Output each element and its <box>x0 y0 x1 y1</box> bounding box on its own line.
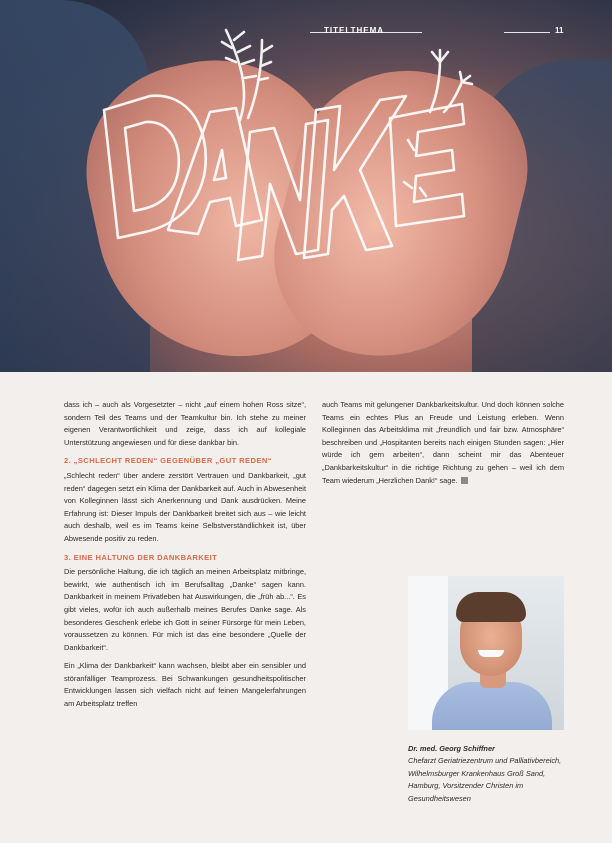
paragraph-text: auch Teams mit gelungener Dankbarkeitskultur. Und doch können solche Teams ein echtes Plus an Freude und Leistung erleben. Wenn Kolleginnen das Arbeitsklima mit „freundlich und fair bzw. Atmosphäre“ beschreiben und „Hospitanten bereits nach einigen Stunden sagen: „Hier würde ich gern arbeiten“, dann scheint mir das Abenteuer „Dankbarkeitskultur“ in die richtige Richtung zu gehen – weil ich dem Team wiederum „Herzlichen Dank!“ sage. <box>322 400 564 485</box>
paragraph: „Schlecht reden“ über andere zerstört Vertrauen und Dankbarkeit, „gut reden“ dagegen setzt ein Klima der Dankbarkeit auf. Auch in Abwesenheit von Kolleginnen lässt sich Anerkennung und Dank ausdrücken. Meine Erfahrung ist: Dieser Impuls der Dankbarkeit breitet sich aus – wie leicht auch deshalb, weil es im Teams keine Selbstverständlichkeit ist, über Abwesende positiv zu reden. <box>64 470 306 543</box>
photo-shirt <box>432 682 552 730</box>
photo-caption <box>408 743 568 805</box>
paragraph <box>322 399 564 487</box>
paragraph: Ein „Klima der Dankbarkeit“ kann wachsen, bleibt aber ein sensibler und störanfälliger Teamprozess. Bei Schwankungen gesundheitspolitischer Entwicklungen lassen sich vielfach nicht auf feinen Mangelerfahrungen am Arbeitsplatz treffen <box>64 661 306 709</box>
page-number: 11 <box>555 26 564 35</box>
photo-hair <box>456 592 526 622</box>
running-header <box>200 26 612 38</box>
end-mark-icon <box>461 477 468 484</box>
portrait-photo <box>408 576 564 730</box>
section-tag: TITELTHEMA <box>324 26 385 35</box>
danke-lettering-art <box>0 0 612 372</box>
caption-name: Dr. med. Georg Schiffner <box>408 744 495 753</box>
subheading: 2. „SCHLECHT REDEN“ GEGENÜBER „GUT REDEN“ <box>64 456 272 466</box>
paragraph: Die persönliche Haltung, die ich täglich an meinen Arbeitsplatz mitbringe, bewirkt, wie authentisch ich im Berufsalltag „Danke“ sagen kann. Dankbarkeit in meinem Privatleben hat Auswirkungen, die „früh ab...“. Es gibt vieles, wofür ich auch außerhalb meines Berufes Danke sage. Als besonderes Geschenk erlebe ich Gott in seiner Fürsorge für mein Leben, voraussetzen zu können. Für mich ist das eine besondere „Quelle der Dankbarkeit“. <box>64 567 306 652</box>
paragraph: dass ich – auch als Vorgesetzter – nicht „auf einem hohen Ross sitze“, sondern Teil des Teams und der Teamkultur bin. Ich stehe zu meiner eigenen Verantwortlichkeit und zeige, dass ich auf kollegiale Unterstützung angewiesen und für diese dankbar bin. <box>64 400 306 447</box>
subheading: 3. EINE HALTUNG DER DANKBARKEIT <box>64 552 218 562</box>
caption-line: Chefarzt Geriatriezentrum und Palliativbereich, Wilhelmsburger Krankenhaus <box>408 756 562 778</box>
photo-smile <box>478 650 504 657</box>
article-column-1 <box>64 399 306 717</box>
caption-line: Christen im Gesundheitswesen <box>408 781 524 803</box>
hero-photo <box>0 0 612 372</box>
article-column-2 <box>322 399 564 493</box>
header-rule-right <box>504 32 550 33</box>
caption-line: Groß Sand, Hamburg, Vorsitzender <box>408 768 546 791</box>
